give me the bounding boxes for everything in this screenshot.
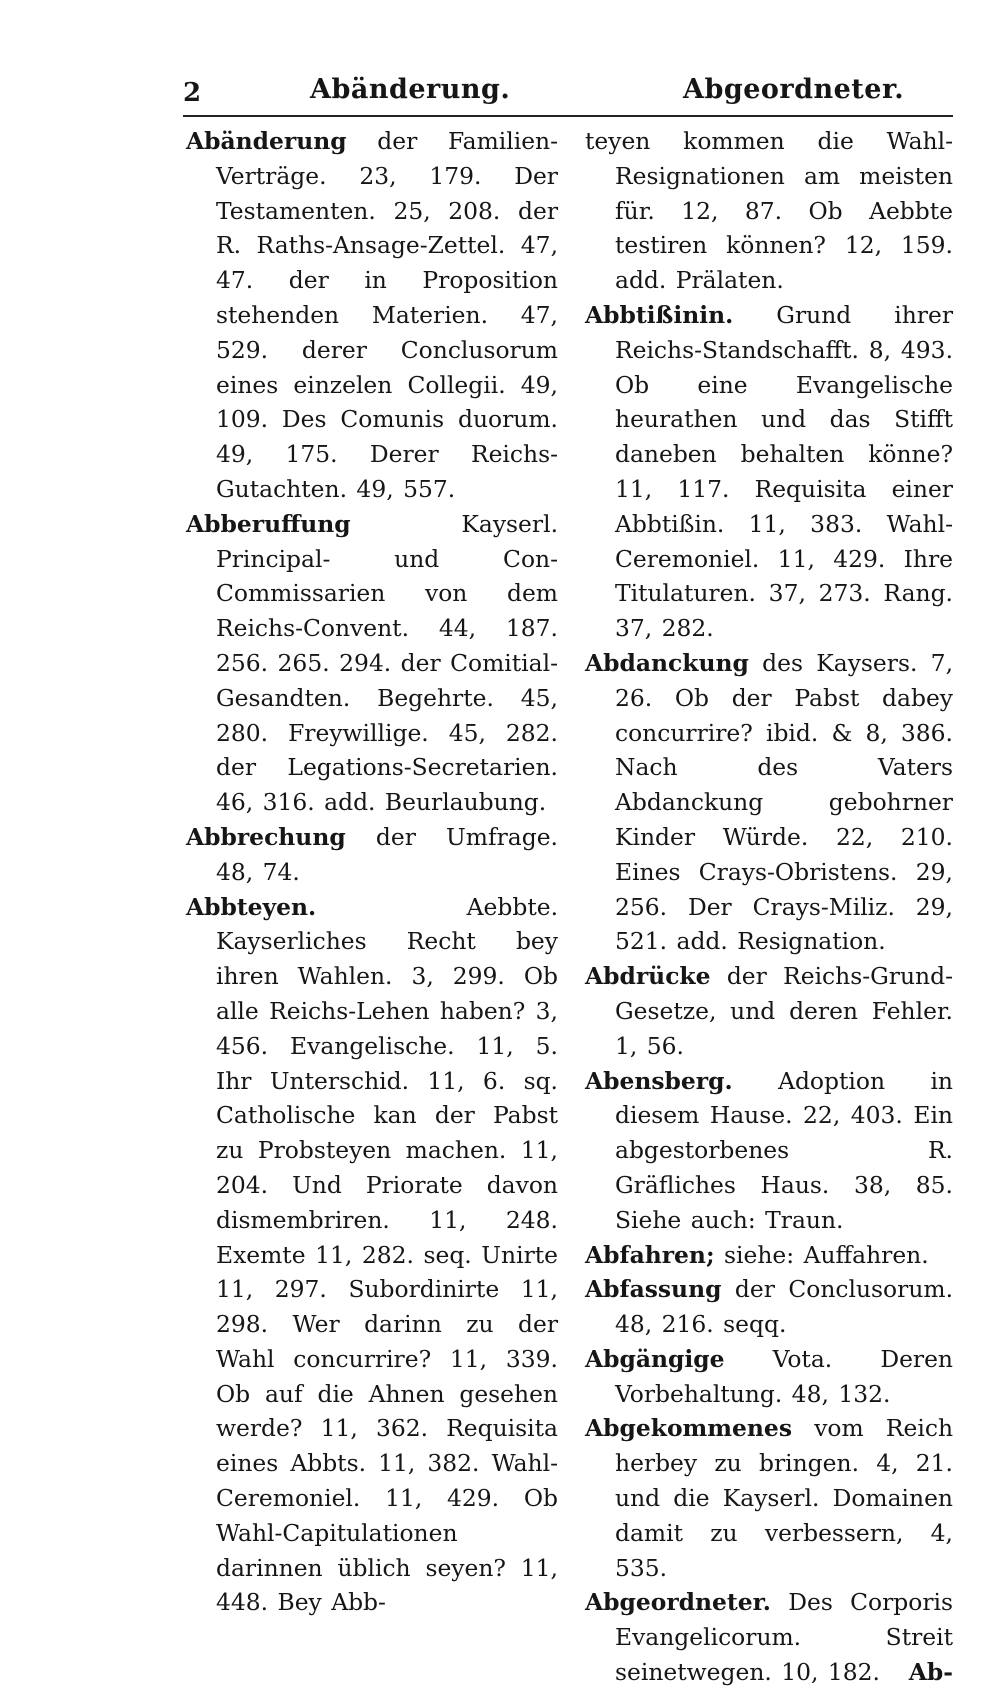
entry-headword: Abfassung [585,1275,722,1304]
running-head-right: Abgeordneter. [683,74,905,105]
right-column [585,124,953,1690]
index-entry [585,298,953,646]
entry-headword: Abgekommenes [585,1414,792,1443]
index-entry [585,1585,953,1689]
entry-headword: Abbteyen. [186,892,317,921]
index-entry [186,820,558,890]
entry-text: vom Reich herbey zu bringen. 4, 21. und die Kayserl. Domainen damit zu verbessern, 4, 535. [615,1414,954,1582]
index-entry [585,1342,953,1412]
index-entry [585,1411,953,1585]
entry-text: Vota. Deren Vorbehaltung. 48, 132. [615,1344,953,1408]
entry-text: der Umfrage. 48, 74. [216,822,558,886]
catchword: Ab- [908,1658,953,1687]
entry-text: Grund ihrer Reichs-Standschafft. 8, 493. Ob eine Evangelische heurathen und das Stifft daneben behalten könne? 11, 117. Requisita einer Abbtißin. 11, 383. Wahl-Ceremoniel. 11, 429. Ihre Titulaturen. 37, 273. Rang. 37, 282. [615,300,953,643]
entry-text: Adoption in diesem Hause. 22, 403. Ein abgestorbenes R. Gräfliches Haus. 38, 85. Siehe auch: Traun. [615,1066,953,1234]
entry-headword: Abgängige [585,1344,725,1373]
entry-text: Aebbte. Kayserliches Recht bey ihren Wahlen. 3, 299. Ob alle Reichs-Lehen haben? 3, 456. Evangelische. 11, 5. Ihr Unterschid. 11, 6. sq. Catholische kan der Pabst zu Probsteyen machen. 11, 204. Und Priorate davon dismembriren. 11, 248. Exemte 11, 282. seq. Unirte 11, 297. Subordinirte 11, 298. Wer darinn zu der Wahl concurrire? 11, 339. Ob auf die Ahnen gesehen werde? 11, 362. Requisita eines Abbts. 11, 382. Wahl-Ceremoniel. 11, 429. Ob Wahl-Capitulationen darinnen üblich seyen? 11, 448. Bey Abb- [216,892,558,1617]
header-rule [183,115,953,117]
running-head-left: Abänderung. [310,74,511,105]
page-number: 2 [183,78,202,108]
entry-text: Des Corporis Evangelicorum. Streit seinetwegen. 10, 182. [615,1588,953,1687]
entry-text: des Kaysers. 7, 26. Ob der Pabst dabey concurrire? ibid. & 8, 386. Nach des Vaters Abdanckung gebohrner Kinder Würde. 22, 210. Eines Crays-Obristens. 29, 256. Der Crays-Miliz. 29, 521. add. Resignation. [615,648,954,956]
entry-text: der Reichs-Grund-Gesetze, und deren Fehler. 1, 56. [615,962,953,1060]
index-entry [585,1238,953,1273]
entry-text: Kayserl. Principal- und Con-Commissarien von dem Reichs-Convent. 44, 187. 256. 265. 294. der Comitial-Gesandten. Begehrte. 45, 280. Freywillige. 45, 282. der Legations-Secretarien. 46, 316. add. Beurlaubung. [216,509,558,817]
entry-headword: Abbrechung [186,822,346,851]
index-entry [186,124,558,507]
entry-text: der Conclusorum. 48, 216. seqq. [615,1275,953,1339]
entry-text: teyen kommen die Wahl-Resignationen am meisten für. 12, 87. Ob Aebbte testiren können? 12, 159. add. Prälaten. [585,127,953,295]
entry-headword: Abdrücke [585,962,711,991]
entry-headword: Abbtißinin. [585,300,734,329]
index-entry [186,890,558,1621]
entry-headword: Abänderung [186,127,347,155]
entry-headword: Abgeordneter. [585,1588,771,1617]
index-entry [186,507,558,820]
entry-headword: Abberuffung [186,509,351,538]
index-entry [585,1064,953,1238]
index-entry [585,646,953,959]
index-entry [585,1272,953,1342]
index-entry-continued [585,124,953,298]
entry-headword: Abensberg. [585,1066,733,1095]
left-column [186,124,558,1620]
index-entry [585,959,953,1063]
entry-text: siehe: Auffahren. [724,1240,929,1269]
entry-headword: Abdanckung [585,648,749,677]
entry-text: der Familien-Verträge. 23, 179. Der Testamenten. 25, 208. der R. Raths-Ansage-Zettel. 47, 47. der in Proposition stehenden Materien. 47, 529. derer Conclusorum eines einzelen Collegii. 49, 109. Des Comunis duorum. 49, 175. Derer Reichs-Gutachten. 49, 557. [216,127,559,503]
entry-headword: Abfahren; [585,1240,715,1269]
